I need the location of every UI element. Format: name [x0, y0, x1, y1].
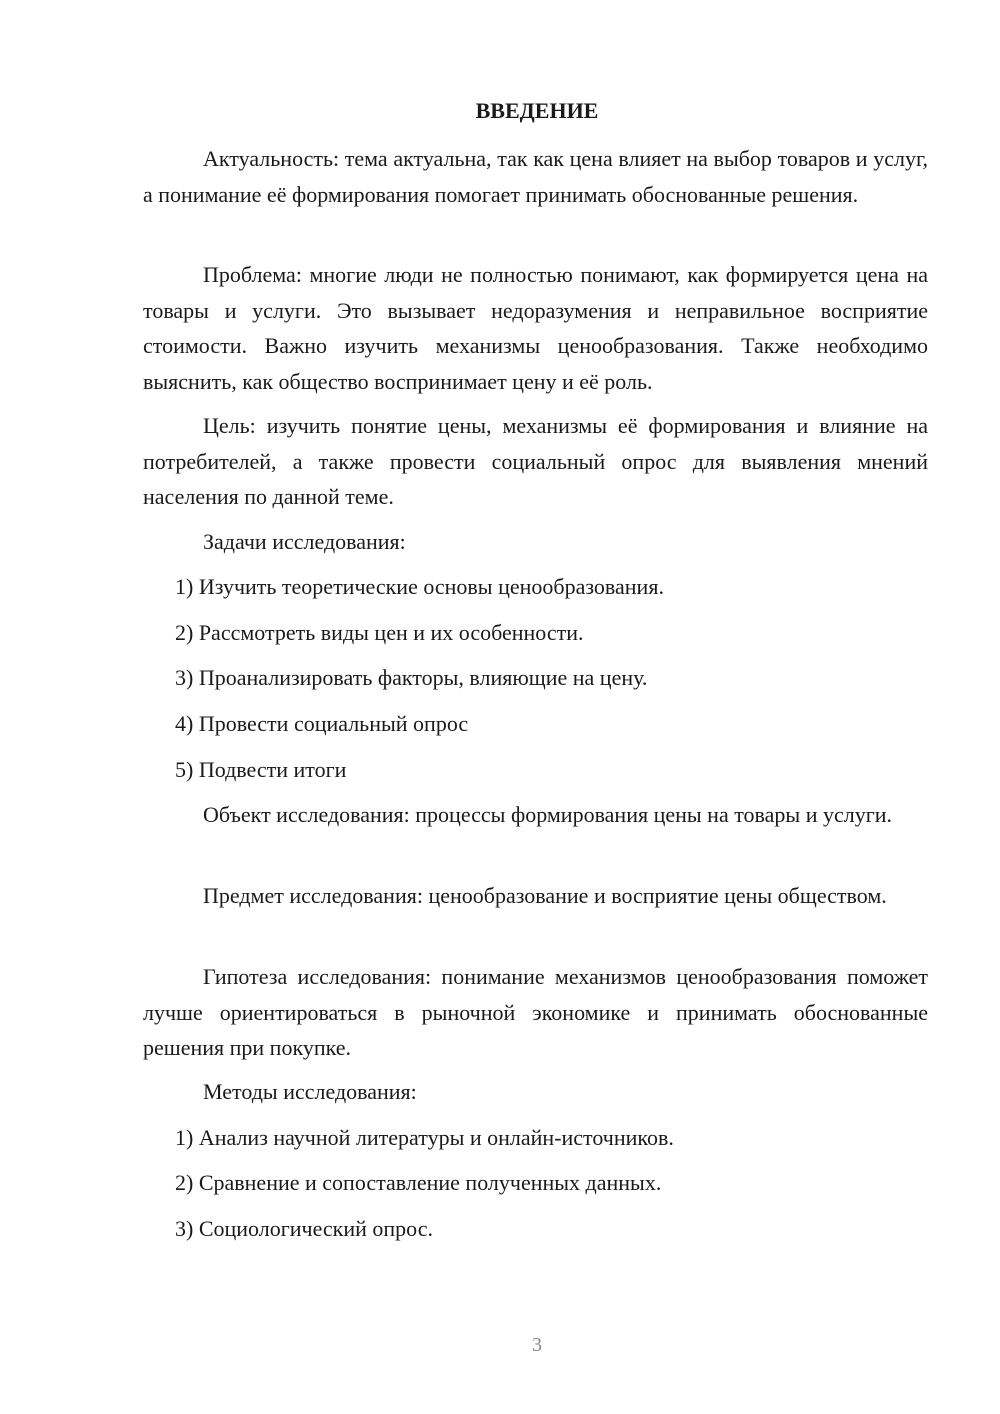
methods-block	[143, 1074, 928, 1110]
tasks-block	[143, 524, 928, 560]
page-number: 3	[532, 1334, 542, 1356]
problem-paragraph: Проблема: многие люди не полностью понимают, как формируется цена на товары и услуги. Это вызывает недоразумения и неправильное восприятие стоимости. Важно изучить механизмы ценообразования. Также необходимо выяснить, как общество воспринимает цену и её роль.	[143, 262, 928, 394]
methods-heading: Методы исследования:	[203, 1079, 417, 1104]
subject-paragraph: Предмет исследования: ценообразование и восприятие цены обществом.	[203, 883, 887, 908]
page-title: ВВЕДЕНИЕ	[475, 98, 599, 123]
relevance-paragraph: Актуальность: тема актуальна, так как цена влияет на выбор товаров и услуг, а понимание её формирования помогает принимать обоснованные решения.	[143, 146, 928, 207]
task-item: 1) Изучить теоретические основы ценообразования.	[175, 574, 664, 599]
object-paragraph: Объект исследования: процессы формирования цены на товары и услуги.	[203, 802, 893, 827]
problem-block	[143, 257, 928, 399]
method-list	[143, 1120, 928, 1156]
subject-block	[143, 878, 928, 914]
intro-block	[143, 141, 928, 212]
tasks-heading: Задачи исследования:	[203, 529, 406, 554]
task-item: 5) Подвести итоги	[175, 757, 347, 782]
goal-paragraph: Цель: изучить понятие цены, механизмы её формирования и влияние на потребителей, а также провести социальный опрос для выявления мнений населения по данной теме.	[143, 413, 928, 509]
task-list	[143, 569, 928, 605]
task-item: 4) Провести социальный опрос	[175, 711, 469, 736]
hypothesis-block	[143, 959, 928, 1066]
method-item: 2) Сравнение и сопоставление полученных данных.	[175, 1170, 662, 1195]
method-item: 1) Анализ научной литературы и онлайн-источников.	[175, 1125, 674, 1150]
method-item: 3) Социологический опрос.	[175, 1216, 433, 1241]
goal-block	[143, 408, 928, 515]
object-block	[143, 797, 928, 833]
hypothesis-paragraph: Гипотеза исследования: понимание механизмов ценообразования поможет лучше ориентироваться в рыночной экономике и принимать обоснованные решения при покупке.	[143, 964, 928, 1060]
task-item: 3) Проанализировать факторы, влияющие на цену.	[175, 665, 648, 690]
task-item: 2) Рассмотреть виды цен и их особенности.	[175, 620, 584, 645]
